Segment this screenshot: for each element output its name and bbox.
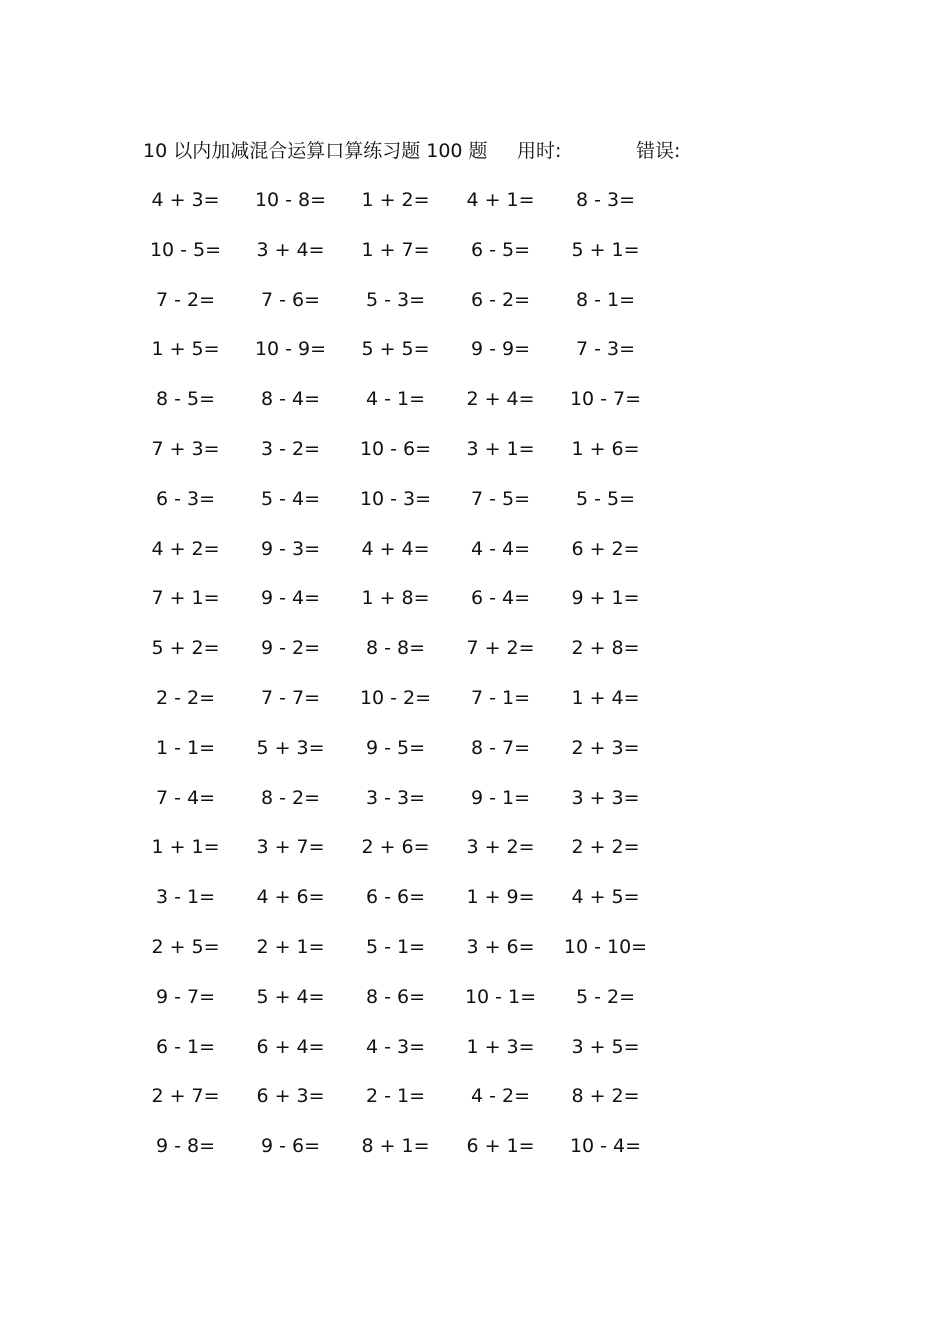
- math-problem: 7 - 2=: [155, 288, 216, 311]
- math-problem: 9 - 4=: [260, 587, 321, 610]
- math-problem: 7 - 6=: [260, 288, 321, 311]
- math-problem: 9 - 6=: [260, 1135, 321, 1158]
- problem-row: [133, 481, 663, 531]
- math-problem: 3 - 2=: [260, 437, 321, 460]
- problem-row: [133, 680, 663, 730]
- math-problem: 3 - 1=: [155, 886, 216, 909]
- math-problem: 7 - 5=: [470, 487, 531, 510]
- math-problem: 4 + 2=: [151, 537, 220, 560]
- math-problem: 7 + 1=: [151, 587, 220, 610]
- math-problem: 9 - 9=: [470, 338, 531, 361]
- math-problem: 5 + 2=: [151, 637, 220, 660]
- math-problem: 1 - 1=: [155, 736, 216, 759]
- math-problem: 1 + 7=: [361, 238, 430, 261]
- math-problem: 10 - 1=: [464, 985, 537, 1008]
- math-problem: 5 + 5=: [361, 338, 430, 361]
- math-problem: 8 - 6=: [365, 985, 426, 1008]
- math-problem: 9 - 7=: [155, 985, 216, 1008]
- math-problem: 2 - 1=: [365, 1085, 426, 1108]
- problem-grid: [133, 182, 663, 1178]
- math-problem: 10 - 3=: [359, 487, 432, 510]
- math-problem: 2 + 3=: [571, 736, 640, 759]
- problem-row: [133, 1128, 663, 1178]
- problem-row: [133, 431, 663, 481]
- math-problem: 4 - 2=: [470, 1085, 531, 1108]
- math-problem: 10 - 10=: [563, 935, 648, 958]
- problem-row: [133, 381, 663, 431]
- problem-row: [133, 531, 663, 581]
- errors-label: 错误:: [636, 140, 681, 162]
- math-problem: 4 - 4=: [470, 537, 531, 560]
- math-problem: 6 + 2=: [571, 537, 640, 560]
- math-problem: 8 - 7=: [470, 736, 531, 759]
- math-problem: 6 - 1=: [155, 1035, 216, 1058]
- problem-row: [133, 232, 663, 282]
- math-problem: 5 + 4=: [256, 985, 325, 1008]
- math-problem: 3 + 3=: [571, 786, 640, 809]
- problem-row: [133, 282, 663, 332]
- problem-row: [133, 331, 663, 381]
- math-problem: 8 + 2=: [571, 1085, 640, 1108]
- math-problem: 4 - 3=: [365, 1035, 426, 1058]
- math-problem: 3 + 5=: [571, 1035, 640, 1058]
- math-problem: 3 + 1=: [466, 437, 535, 460]
- math-problem: 4 - 1=: [365, 388, 426, 411]
- math-problem: 6 - 5=: [470, 238, 531, 261]
- math-problem: 8 - 4=: [260, 388, 321, 411]
- math-problem: 7 - 3=: [575, 338, 636, 361]
- math-problem: 10 - 6=: [359, 437, 432, 460]
- problem-row: [133, 730, 663, 780]
- math-problem: 9 - 1=: [470, 786, 531, 809]
- math-problem: 10 - 7=: [569, 388, 642, 411]
- problem-row: [133, 979, 663, 1029]
- math-problem: 2 + 5=: [151, 935, 220, 958]
- math-problem: 6 - 3=: [155, 487, 216, 510]
- math-problem: 10 - 2=: [359, 686, 432, 709]
- math-problem: 6 - 2=: [470, 288, 531, 311]
- math-problem: 5 - 3=: [365, 288, 426, 311]
- math-problem: 1 + 6=: [571, 437, 640, 460]
- math-problem: 3 + 2=: [466, 836, 535, 859]
- math-problem: 5 + 3=: [256, 736, 325, 759]
- math-problem: 6 + 1=: [466, 1135, 535, 1158]
- math-problem: 2 + 4=: [466, 388, 535, 411]
- math-problem: 10 - 5=: [149, 238, 222, 261]
- math-problem: 9 - 2=: [260, 637, 321, 660]
- math-problem: 1 + 4=: [571, 686, 640, 709]
- math-problem: 1 + 5=: [151, 338, 220, 361]
- math-problem: 3 + 7=: [256, 836, 325, 859]
- math-problem: 2 + 8=: [571, 637, 640, 660]
- math-problem: 5 - 5=: [575, 487, 636, 510]
- math-problem: 1 + 3=: [466, 1035, 535, 1058]
- math-problem: 3 - 3=: [365, 786, 426, 809]
- math-problem: 8 + 1=: [361, 1135, 430, 1158]
- math-problem: 5 + 1=: [571, 238, 640, 261]
- math-problem: 9 - 5=: [365, 736, 426, 759]
- problem-row: [133, 1029, 663, 1079]
- math-problem: 8 - 3=: [575, 189, 636, 211]
- math-problem: 2 + 2=: [571, 836, 640, 859]
- math-problem: 9 - 8=: [155, 1135, 216, 1158]
- math-problem: 9 - 3=: [260, 537, 321, 560]
- math-problem: 8 - 5=: [155, 388, 216, 411]
- math-problem: 6 + 4=: [256, 1035, 325, 1058]
- problem-row: [133, 1078, 663, 1128]
- math-problem: 5 - 4=: [260, 487, 321, 510]
- math-problem: 5 - 2=: [575, 985, 636, 1008]
- math-problem: 4 + 3=: [151, 189, 220, 211]
- problem-row: [133, 630, 663, 680]
- problem-row: [133, 580, 663, 630]
- math-problem: 7 + 3=: [151, 437, 220, 460]
- problem-row: [133, 829, 663, 879]
- problem-row: [133, 879, 663, 929]
- math-problem: 1 + 8=: [361, 587, 430, 610]
- math-problem: 7 - 7=: [260, 686, 321, 709]
- time-label: 用时:: [517, 140, 562, 162]
- math-problem: 2 - 2=: [155, 686, 216, 709]
- worksheet-title: 10 以内加减混合运算口算练习题 100 题: [143, 140, 488, 162]
- math-problem: 4 + 6=: [256, 886, 325, 909]
- math-problem: 6 - 6=: [365, 886, 426, 909]
- math-problem: 1 + 9=: [466, 886, 535, 909]
- math-problem: 5 - 1=: [365, 935, 426, 958]
- math-problem: 8 - 8=: [365, 637, 426, 660]
- math-problem: 8 - 1=: [575, 288, 636, 311]
- worksheet-header: [143, 135, 763, 167]
- math-problem: 1 + 2=: [361, 189, 430, 211]
- math-problem: 1 + 1=: [151, 836, 220, 859]
- math-problem: 2 + 1=: [256, 935, 325, 958]
- math-problem: 10 - 8=: [254, 189, 327, 211]
- math-problem: 10 - 4=: [569, 1135, 642, 1158]
- math-problem: 7 - 4=: [155, 786, 216, 809]
- math-problem: 7 - 1=: [470, 686, 531, 709]
- math-problem: 3 + 4=: [256, 238, 325, 261]
- math-problem: 10 - 9=: [254, 338, 327, 361]
- math-problem: 4 + 1=: [466, 189, 535, 211]
- math-problem: 4 + 4=: [361, 537, 430, 560]
- math-problem: 2 + 6=: [361, 836, 430, 859]
- math-problem: 3 + 6=: [466, 935, 535, 958]
- math-problem: 2 + 7=: [151, 1085, 220, 1108]
- math-problem: 4 + 5=: [571, 886, 640, 909]
- math-problem: 9 + 1=: [571, 587, 640, 610]
- math-problem: 6 + 3=: [256, 1085, 325, 1108]
- math-problem: 8 - 2=: [260, 786, 321, 809]
- problem-row: [133, 929, 663, 979]
- math-problem: 7 + 2=: [466, 637, 535, 660]
- problem-row: [133, 182, 663, 232]
- problem-row: [133, 780, 663, 830]
- math-problem: 6 - 4=: [470, 587, 531, 610]
